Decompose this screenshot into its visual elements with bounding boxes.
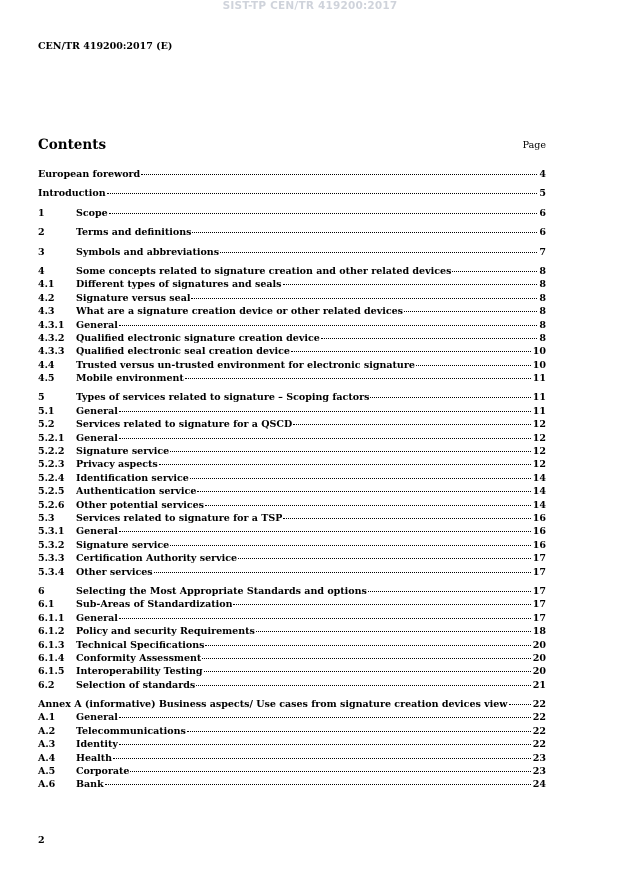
toc-entry-number: 5.1 bbox=[38, 405, 55, 417]
page-column-label: Page bbox=[522, 140, 546, 151]
toc-entry-title: Other services bbox=[76, 566, 153, 578]
toc-entry-number: 5.2.3 bbox=[38, 459, 65, 471]
toc-entry[interactable] bbox=[38, 738, 546, 751]
toc-entry-number: 4.3.1 bbox=[38, 319, 65, 331]
dot-leader bbox=[370, 396, 530, 398]
toc-entry[interactable] bbox=[38, 499, 546, 512]
dot-leader bbox=[170, 450, 531, 452]
dot-leader bbox=[185, 377, 531, 379]
toc-entry-page: 12 bbox=[532, 459, 546, 471]
dot-leader bbox=[105, 783, 531, 785]
toc-entry-page: 8 bbox=[539, 319, 546, 331]
toc-entry-page: 16 bbox=[532, 512, 546, 524]
dot-leader bbox=[509, 703, 531, 705]
toc-entry[interactable] bbox=[38, 305, 546, 318]
toc-entry[interactable] bbox=[38, 432, 546, 445]
dot-leader bbox=[238, 557, 531, 559]
toc-entry-number: 5.2.2 bbox=[38, 446, 65, 458]
toc-entry-number: 5.3.3 bbox=[38, 553, 65, 565]
dot-leader bbox=[291, 350, 531, 352]
toc-entry-number: 5.3.4 bbox=[38, 566, 65, 578]
toc-entry[interactable] bbox=[38, 445, 546, 458]
toc-entry-title: General bbox=[76, 526, 118, 538]
toc-entry-number: 5.3 bbox=[38, 512, 55, 524]
toc-entry-title: Trusted versus un-trusted environment for electronic signature bbox=[76, 359, 415, 371]
toc-entry-page: 5 bbox=[539, 188, 546, 200]
toc-entry[interactable] bbox=[38, 665, 546, 678]
toc-entry-title: Identification service bbox=[76, 472, 189, 484]
dot-leader bbox=[404, 310, 537, 312]
toc-entry-title: Services related to signature for a TSP bbox=[76, 512, 283, 524]
toc-entry[interactable] bbox=[38, 652, 546, 665]
dot-leader bbox=[202, 657, 530, 659]
toc-entry-number: 6.1 bbox=[38, 599, 55, 611]
toc-entry-number: 4.3.2 bbox=[38, 332, 65, 344]
toc-entry-page: 8 bbox=[539, 265, 546, 277]
toc-entry-page: 21 bbox=[532, 679, 546, 691]
table-of-contents bbox=[38, 168, 546, 792]
toc-entry[interactable] bbox=[38, 598, 546, 611]
toc-entry-title: General bbox=[76, 405, 118, 417]
toc-entry-title: European foreword bbox=[38, 169, 141, 180]
toc-entry-page: 20 bbox=[532, 652, 546, 664]
toc-entry-page: 20 bbox=[532, 666, 546, 678]
toc-entry-page: 11 bbox=[532, 392, 546, 404]
toc-entry[interactable] bbox=[38, 612, 546, 625]
toc-entry-title: Interoperability Testing bbox=[76, 666, 203, 678]
dot-leader bbox=[119, 716, 531, 718]
toc-entry[interactable] bbox=[38, 278, 546, 291]
dot-leader bbox=[141, 173, 537, 175]
toc-entry-page: 6 bbox=[539, 207, 546, 219]
toc-entry[interactable] bbox=[38, 265, 546, 278]
toc-entry-title: Qualified electronic seal creation device bbox=[76, 346, 290, 358]
toc-entry-title: Types of services related to signature – Scoping factors bbox=[76, 392, 370, 404]
toc-entry-title: Telecommunications bbox=[76, 725, 186, 737]
toc-entry-title: Signature service bbox=[76, 446, 170, 458]
page-number: 2 bbox=[38, 835, 45, 846]
toc-entry-number: 6.1.4 bbox=[38, 652, 65, 664]
toc-entry-number: 5.2.5 bbox=[38, 486, 65, 498]
toc-entry-page: 23 bbox=[532, 766, 546, 778]
toc-entry-number: 4.3.3 bbox=[38, 346, 65, 358]
toc-entry-number: A.2 bbox=[38, 725, 56, 737]
dot-leader bbox=[107, 192, 538, 194]
toc-entry-page: 18 bbox=[532, 626, 546, 638]
toc-entry-page: 22 bbox=[532, 712, 546, 724]
dot-leader bbox=[187, 730, 531, 732]
watermark: SIST-TP CEN/TR 419200:2017 bbox=[222, 0, 398, 12]
toc-entry-title: Policy and security Requirements bbox=[76, 626, 255, 638]
dot-leader bbox=[220, 251, 537, 253]
dot-leader bbox=[283, 517, 530, 519]
toc-entry-title: Signature versus seal bbox=[76, 292, 191, 304]
toc-entry[interactable] bbox=[38, 418, 546, 431]
toc-entry-page: 24 bbox=[532, 779, 546, 791]
toc-entry[interactable] bbox=[38, 711, 546, 724]
toc-entry[interactable] bbox=[38, 639, 546, 652]
toc-entry-title: Corporate bbox=[76, 766, 130, 778]
toc-entry[interactable] bbox=[38, 319, 546, 332]
toc-entry-title: Conformity Assessment bbox=[76, 652, 202, 664]
toc-entry-title: Certification Authority service bbox=[76, 553, 238, 565]
toc-entry-title: Selection of standards bbox=[76, 679, 196, 691]
toc-entry-page: 17 bbox=[532, 566, 546, 578]
toc-entry-number: 4.1 bbox=[38, 279, 55, 291]
toc-entry[interactable] bbox=[38, 525, 546, 538]
toc-entry-title: Privacy aspects bbox=[76, 459, 158, 471]
toc-entry-page: 14 bbox=[532, 472, 546, 484]
toc-entry[interactable] bbox=[38, 485, 546, 498]
dot-leader bbox=[154, 571, 531, 573]
toc-entry[interactable] bbox=[38, 778, 546, 791]
toc-entry-page: 14 bbox=[532, 499, 546, 511]
toc-entry[interactable] bbox=[38, 679, 546, 692]
toc-entry-page: 11 bbox=[532, 405, 546, 417]
dot-leader bbox=[119, 530, 531, 532]
toc-entry-number: 6.1.3 bbox=[38, 639, 65, 651]
dot-leader bbox=[416, 364, 531, 366]
dot-leader bbox=[256, 630, 531, 632]
toc-entry-page: 17 bbox=[532, 612, 546, 624]
toc-entry-number: 5.2.4 bbox=[38, 472, 65, 484]
dot-leader bbox=[119, 324, 537, 326]
toc-entry-page: 10 bbox=[532, 359, 546, 371]
dot-leader bbox=[119, 410, 531, 412]
toc-entry[interactable] bbox=[38, 625, 546, 638]
toc-entry-title: Signature service bbox=[76, 539, 170, 551]
toc-entry[interactable] bbox=[38, 246, 546, 259]
toc-entry-title: Mobile environment bbox=[76, 373, 184, 385]
toc-entry[interactable] bbox=[38, 566, 546, 579]
toc-entry-number: 5.2.1 bbox=[38, 432, 65, 444]
toc-entry[interactable] bbox=[38, 585, 546, 598]
dot-leader bbox=[197, 490, 530, 492]
toc-entry-number: 1 bbox=[38, 207, 45, 219]
dot-leader bbox=[170, 544, 531, 546]
toc-entry[interactable] bbox=[38, 539, 546, 552]
toc-entry-number: 4.3 bbox=[38, 306, 55, 318]
dot-leader bbox=[368, 590, 531, 592]
toc-entry[interactable] bbox=[38, 512, 546, 525]
toc-entry[interactable] bbox=[38, 752, 546, 765]
toc-entry-title: General bbox=[76, 432, 118, 444]
toc-entry-title: General bbox=[76, 319, 118, 331]
dot-leader bbox=[283, 283, 538, 285]
toc-entry-number: 6.2 bbox=[38, 679, 55, 691]
toc-entry[interactable] bbox=[38, 226, 546, 239]
toc-entry-number: 6 bbox=[38, 585, 45, 597]
toc-entry[interactable] bbox=[38, 168, 546, 181]
toc-entry-number: A.6 bbox=[38, 779, 56, 791]
dot-leader bbox=[119, 617, 531, 619]
toc-entry-page: 12 bbox=[532, 419, 546, 431]
dot-leader bbox=[192, 231, 537, 233]
toc-entry-number: 5.2.6 bbox=[38, 499, 65, 511]
toc-entry[interactable] bbox=[38, 292, 546, 305]
toc-entry-number: 6.1.5 bbox=[38, 666, 65, 678]
dot-leader bbox=[205, 504, 531, 506]
dot-leader bbox=[130, 770, 530, 772]
toc-entry-title: Different types of signatures and seals bbox=[76, 279, 282, 291]
toc-entry-number: 5 bbox=[38, 392, 45, 404]
toc-entry-title: Scope bbox=[76, 207, 108, 219]
dot-leader bbox=[113, 757, 531, 759]
toc-entry-number: 5.3.2 bbox=[38, 539, 65, 551]
toc-entry-title: Sub-Areas of Standardization bbox=[76, 599, 233, 611]
dot-leader bbox=[196, 684, 531, 686]
toc-entry[interactable] bbox=[38, 765, 546, 778]
toc-entry-number: 5.3.1 bbox=[38, 526, 65, 538]
toc-entry-page: 16 bbox=[532, 539, 546, 551]
toc-entry[interactable] bbox=[38, 372, 546, 385]
toc-entry-title: Authentication service bbox=[76, 486, 197, 498]
toc-entry-page: 12 bbox=[532, 446, 546, 458]
dot-leader bbox=[191, 297, 537, 299]
dot-leader bbox=[204, 670, 531, 672]
toc-entry-title: Introduction bbox=[38, 188, 106, 200]
toc-entry[interactable] bbox=[38, 359, 546, 372]
toc-entry-number: 4.2 bbox=[38, 292, 55, 304]
toc-entry-page: 16 bbox=[532, 526, 546, 538]
toc-entry-page: 14 bbox=[532, 486, 546, 498]
toc-entry-page: 17 bbox=[532, 553, 546, 565]
toc-entry-page: 12 bbox=[532, 432, 546, 444]
toc-entry-title: Other potential services bbox=[76, 499, 205, 511]
toc-entry-title: Health bbox=[76, 752, 113, 764]
toc-entry-page: 22 bbox=[532, 725, 546, 737]
toc-entry-title: Terms and definitions bbox=[76, 227, 192, 239]
toc-entry-number: 6.1.1 bbox=[38, 612, 65, 624]
toc-entry-number: A.4 bbox=[38, 752, 56, 764]
toc-entry-title: General bbox=[76, 712, 118, 724]
toc-entry[interactable] bbox=[38, 207, 546, 220]
toc-entry-title: Bank bbox=[76, 779, 104, 791]
dot-leader bbox=[119, 437, 531, 439]
toc-entry[interactable] bbox=[38, 552, 546, 565]
toc-entry-title: Symbols and abbreviations bbox=[76, 246, 220, 258]
toc-entry-title: Annex A (informative) Business aspects/ Use cases from signature creation devices view bbox=[38, 699, 508, 711]
toc-entry-page: 17 bbox=[532, 599, 546, 611]
toc-entry-page: 8 bbox=[539, 279, 546, 291]
dot-leader bbox=[205, 644, 530, 646]
dot-leader bbox=[233, 603, 530, 605]
dot-leader bbox=[190, 477, 531, 479]
contents-title: Contents bbox=[38, 137, 107, 153]
toc-entry-page: 23 bbox=[532, 752, 546, 764]
toc-entry-title: Some concepts related to signature creation and other related devices bbox=[76, 265, 452, 277]
toc-entry-number: A.3 bbox=[38, 739, 56, 751]
toc-entry-page: 4 bbox=[539, 169, 546, 180]
toc-entry-number: 5.2 bbox=[38, 419, 55, 431]
toc-entry-number: 4 bbox=[38, 265, 45, 277]
toc-entry-page: 17 bbox=[532, 585, 546, 597]
toc-entry-page: 6 bbox=[539, 227, 546, 239]
toc-entry-page: 22 bbox=[532, 739, 546, 751]
dot-leader bbox=[452, 270, 537, 272]
toc-entry-number: 4.5 bbox=[38, 373, 55, 385]
dot-leader bbox=[293, 423, 531, 425]
document-id: CEN/TR 419200:2017 (E) bbox=[38, 41, 173, 52]
dot-leader bbox=[321, 337, 538, 339]
toc-entry-title: Services related to signature for a QSCD bbox=[76, 419, 293, 431]
toc-entry[interactable] bbox=[38, 391, 546, 404]
toc-entry-title: What are a signature creation device or other related devices bbox=[76, 306, 404, 318]
toc-entry-number: A.5 bbox=[38, 766, 56, 778]
toc-entry-title: Selecting the Most Appropriate Standards and options bbox=[76, 585, 367, 597]
toc-entry[interactable] bbox=[38, 332, 546, 345]
toc-entry-page: 8 bbox=[539, 292, 546, 304]
toc-entry[interactable] bbox=[38, 405, 546, 418]
toc-entry-page: 7 bbox=[539, 246, 546, 258]
toc-entry-title: Identity bbox=[76, 739, 118, 751]
toc-entry-page: 8 bbox=[539, 306, 546, 318]
toc-entry[interactable] bbox=[38, 725, 546, 738]
toc-entry-page: 10 bbox=[532, 346, 546, 358]
dot-leader bbox=[109, 212, 538, 214]
toc-entry-number: 2 bbox=[38, 227, 45, 239]
toc-entry[interactable] bbox=[38, 187, 546, 200]
toc-entry-page: 8 bbox=[539, 332, 546, 344]
toc-entry[interactable] bbox=[38, 472, 546, 485]
toc-entry-number: A.1 bbox=[38, 712, 56, 724]
toc-entry-page: 22 bbox=[532, 699, 546, 711]
toc-entry-number: 6.1.2 bbox=[38, 626, 65, 638]
toc-entry-title: Technical Specifications bbox=[76, 639, 205, 651]
toc-entry-page: 20 bbox=[532, 639, 546, 651]
toc-entry[interactable] bbox=[38, 345, 546, 358]
toc-entry[interactable] bbox=[38, 458, 546, 471]
toc-entry-title: Qualified electronic signature creation device bbox=[76, 332, 320, 344]
dot-leader bbox=[119, 743, 531, 745]
toc-entry-number: 4.4 bbox=[38, 359, 55, 371]
toc-entry-page: 11 bbox=[532, 373, 546, 385]
toc-entry-title: General bbox=[76, 612, 118, 624]
dot-leader bbox=[159, 463, 531, 465]
toc-entry[interactable] bbox=[38, 698, 546, 711]
toc-entry-number: 3 bbox=[38, 246, 45, 258]
